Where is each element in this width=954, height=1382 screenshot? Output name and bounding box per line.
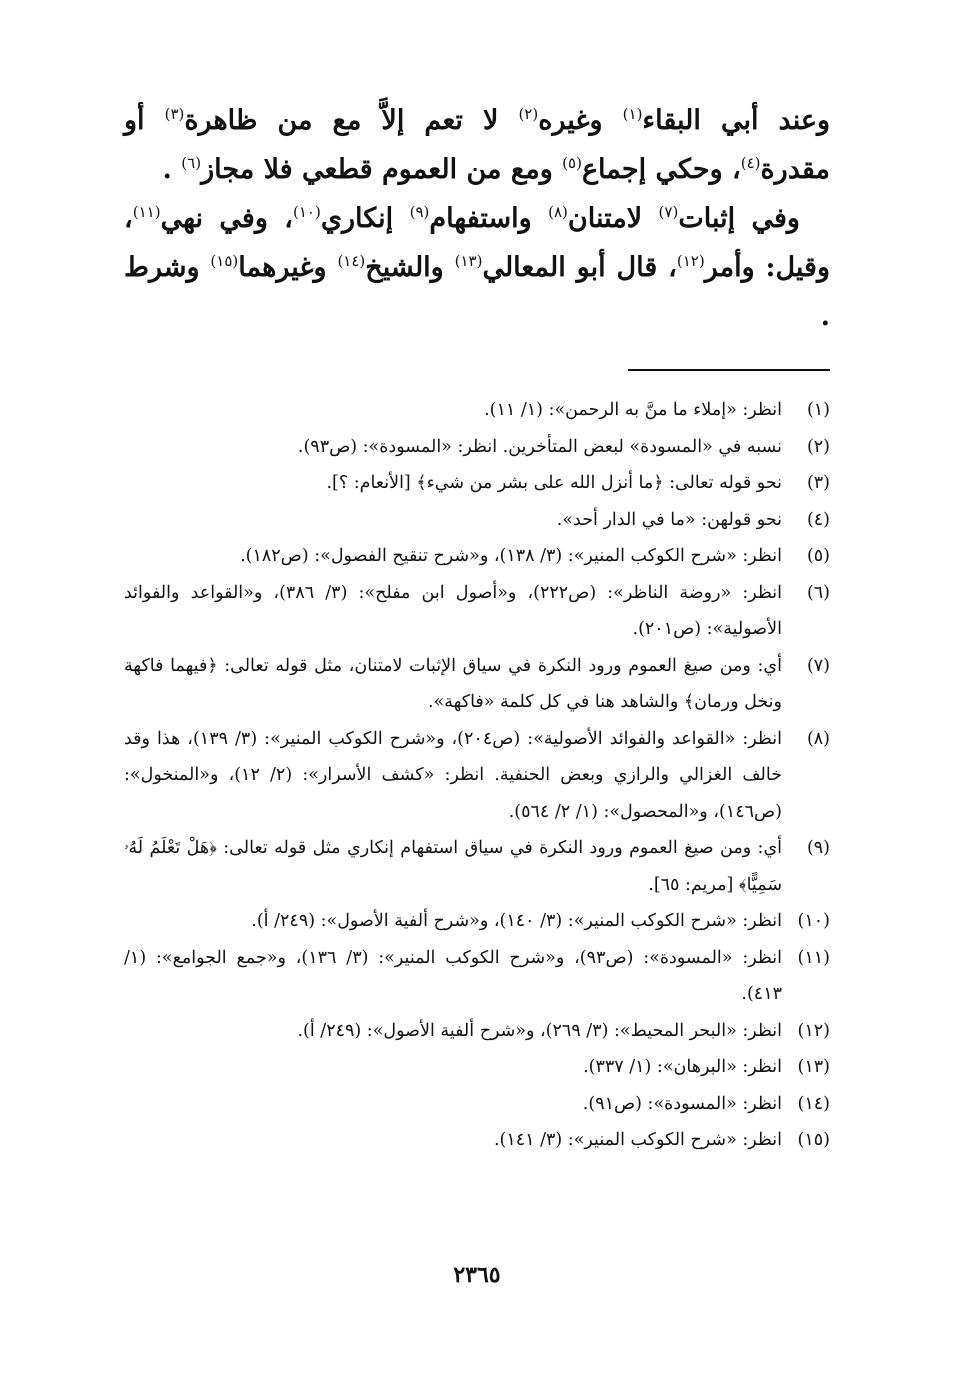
- text-segment: وغيره: [538, 105, 623, 136]
- footnote-ref[interactable]: (١٤): [337, 252, 366, 270]
- main-text: [124, 96, 830, 341]
- main-paragraph: [124, 96, 830, 194]
- footnote-text: نحو قوله تعالى: ﴿ما أنزل الله على بشر من شيء﴾ [الأنعام: ؟].: [326, 473, 782, 493]
- footnote-number: (١٣): [797, 1057, 830, 1077]
- footnote-text: انظر: «شرح الكوكب المنير»: (٣/ ١٤١).: [493, 1130, 782, 1150]
- text-segment: ، وحكي إجماع: [581, 154, 741, 185]
- footnote-item: [124, 1086, 830, 1123]
- footnote-number: (١): [806, 400, 830, 420]
- footnote-number: (١٤): [797, 1093, 830, 1114]
- text-segment: وفي إثبات: [678, 203, 800, 234]
- footnotes-section: [124, 392, 830, 1159]
- footnote-number: (٧): [806, 655, 830, 676]
- text-segment: واستفهام: [429, 203, 549, 234]
- main-paragraph: [124, 194, 830, 341]
- footnote-number: (١٢): [797, 1020, 830, 1041]
- footnote-ref[interactable]: (١٠): [293, 203, 321, 221]
- text-segment: .: [162, 154, 182, 185]
- footnote-text: انظر: «شرح الكوكب المنير»: (٣/ ١٤٠)، و«شرح ألفية الأصول»: (٢٤٩/ أ).: [251, 911, 782, 931]
- footnote-item: [124, 940, 830, 1013]
- footnote-ref[interactable]: (٥): [562, 154, 582, 172]
- footnote-item: [124, 575, 830, 648]
- footnote-text: انظر: «المسودة»: (ص٩٣)، و«شرح الكوكب المنير»: (٣/ ١٣٦)، و«جمع الجوامع»: (١/ ٤١٣).: [124, 947, 782, 1004]
- footnote-number: (١٥): [797, 1130, 830, 1150]
- footnote-ref[interactable]: (٣): [164, 105, 185, 123]
- text-segment: وشرط .: [124, 252, 830, 332]
- text-segment: وغيرهما: [238, 252, 338, 283]
- footnote-item: [124, 830, 830, 903]
- footnote-number: (٤): [806, 509, 830, 530]
- text-segment: لامتنان: [567, 203, 659, 234]
- footnote-item: [124, 1049, 830, 1086]
- footnote-number: (١١): [797, 947, 830, 968]
- footnote-ref[interactable]: (١٣): [454, 252, 483, 270]
- footnote-ref[interactable]: (٦): [181, 154, 202, 172]
- footnote-ref[interactable]: (٩): [409, 203, 430, 221]
- footnote-item: [124, 648, 830, 721]
- footnote-text: أي: ومن صيغ العموم ورود النكرة في سياق الإثبات لامتنان، مثل قوله تعالى: ﴿فيهما فاكهة ونخل ورمان﴾ والشاهد هنا في كل كلمة «فاكهة».: [124, 655, 782, 712]
- footnote-number: (١٠): [797, 911, 830, 931]
- footnote-item: [124, 392, 830, 429]
- footnote-text: انظر: «شرح الكوكب المنير»: (٣/ ١٣٨)، و«شرح تنقيح الفصول»: (ص١٨٢).: [240, 546, 782, 566]
- footnote-ref[interactable]: (١١): [132, 203, 161, 221]
- footnote-item: [124, 721, 830, 831]
- text-segment: لا تعم إلاَّ مع من ظاهرة: [184, 105, 519, 136]
- footnote-item: [124, 502, 830, 539]
- footnote-ref[interactable]: (١): [622, 105, 643, 123]
- footnote-text: انظر: «روضة الناظر»: (ص٢٢٢)، و«أصول ابن مفلح»: (٣/ ٣٨٦)، و«القواعد والفوائد الأصولية»: (ص٢٠١).: [124, 582, 783, 639]
- footnote-number: (٦): [806, 582, 830, 603]
- footnote-item: [124, 538, 830, 575]
- footnote-ref[interactable]: (١٢): [676, 252, 705, 270]
- text-segment: ومع من العموم قطعي فلا مجاز: [201, 154, 563, 185]
- footnote-item: [124, 465, 830, 502]
- footnote-item: [124, 1013, 830, 1050]
- page-number: ٢٣٦٥: [453, 1262, 501, 1288]
- text-segment: ، وفي نهي: [160, 203, 293, 234]
- footnote-item: [124, 903, 830, 940]
- footnote-number: (٥): [806, 546, 830, 566]
- footnote-text: انظر: «المسودة»: (ص٩١).: [582, 1093, 782, 1114]
- footnote-text: نسبه في «المسودة» لبعض المتأخرين. انظر: «المسودة»: (ص٩٣).: [297, 436, 782, 457]
- footnote-number: (٨): [806, 728, 830, 749]
- footnote-ref[interactable]: (٧): [658, 203, 679, 221]
- footnote-ref[interactable]: (٨): [548, 203, 568, 221]
- text-segment: والشيخ: [365, 252, 455, 283]
- footnote-ref[interactable]: (١٥): [210, 252, 239, 270]
- footnote-text: انظر: «إملاء ما منَّ به الرحمن»: (١/ ١١).: [484, 400, 782, 420]
- text-segment: ، وقيل: وأمر: [124, 203, 830, 283]
- footnote-text: أي: ومن صيغ العموم ورود النكرة في سياق استفهام إنكاري مثل قوله تعالى: ﴿هَلْ تَعْلَمُ لَهُۥ سَمِيًّا﴾ [مريم: ٦٥].: [124, 838, 782, 895]
- text-segment: أو مقدرة: [124, 105, 830, 185]
- footnote-text: نحو قولهن: «ما في الدار أحد».: [556, 509, 782, 530]
- footnote-ref[interactable]: (٢): [518, 105, 539, 123]
- text-segment: وعند أبي البقاء: [642, 105, 830, 136]
- text-segment: إنكاري: [320, 203, 410, 234]
- footnote-text: انظر: «البرهان»: (١/ ٣٣٧).: [583, 1057, 782, 1077]
- footnote-item: [124, 1122, 830, 1159]
- footnote-text: انظر: «البحر المحيط»: (٣/ ٢٦٩)، و«شرح ألفية الأصول»: (٢٤٩/ أ).: [297, 1020, 782, 1041]
- footnote-item: [124, 429, 830, 466]
- text-segment: ، قال أبو المعالي: [482, 252, 677, 283]
- footnote-number: (٢): [806, 436, 830, 457]
- footnote-separator: [628, 369, 830, 371]
- footnote-number: (٣): [806, 473, 830, 493]
- footnote-text: انظر: «القواعد والفوائد الأصولية»: (ص٢٠٤)، و«شرح الكوكب المنير»: (٣/ ١٣٩)، هذا وقد خالف الغزالي والرازي وبعض الحنفية. انظر: «كشف الأسرار»: (٢/ ١٢)، و«المنخول»: (ص١٤٦)، و«المحصول»: (١/ ٢/ ٥٦٤).: [124, 728, 782, 822]
- footnote-ref[interactable]: (٤): [740, 154, 761, 172]
- footnote-number: (٩): [806, 838, 830, 858]
